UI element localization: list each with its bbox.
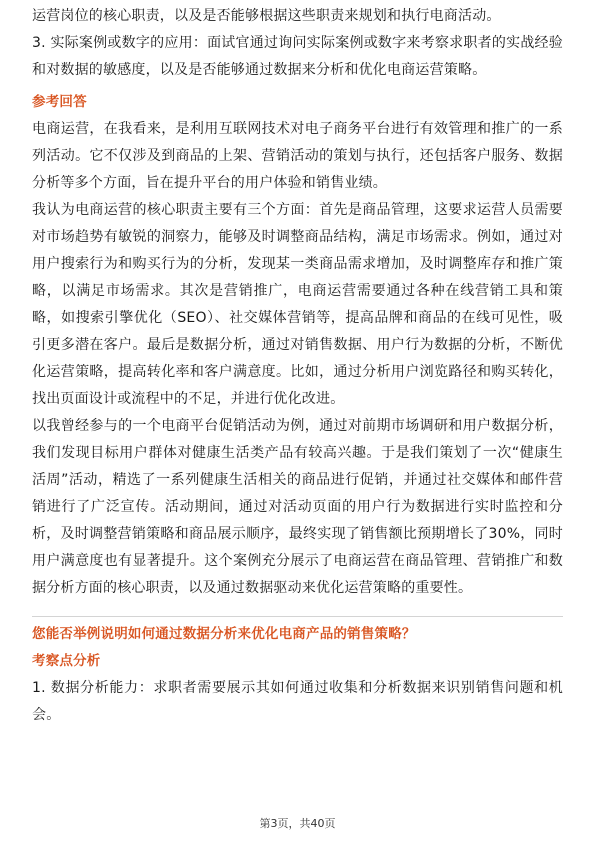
analysis-point-1: 1. 数据分析能力：求职者需要展示其如何通过收集和分析数据来识别销售问题和机会。 (32, 680, 563, 723)
answer-paragraph-3: 以我曾经参与的一个电商平台促销活动为例，通过对前期市场调研和用户数据分析，我们发现目标用户群体对健康生活类产品有较高兴趣。于是我们策划了一次“健康生活周”活动，精选了一系列健康生活相关的商品进行促销，并通过社交媒体和邮件营销进行了广泛宣传。活动期间，通过对活动页面的用户行为数据进行实时监控和分析，及时调整营销策略和商品展示顺序，最终实现了销售额比预期增长了30%，同时用户满意度也有显著提升。这个案例充分展示了电商运营在商品管理、营销推广和数据分析方面的核心职责，以及通过数据驱动来优化运营策略的重要性。 (32, 418, 563, 596)
answer-paragraph-1: 电商运营，在我看来，是利用互联网技术对电子商务平台进行有效管理和推广的一系列活动。它不仅涉及到商品的上架、营销活动的策划与执行，还包括客户服务、数据分析等多个方面，旨在提升平台的用户体验和销售业绩。 (32, 121, 563, 191)
section-divider (32, 616, 563, 617)
reference-answer-heading: 参考回答 (32, 94, 87, 110)
answer-paragraph-2: 我认为电商运营的核心职责主要有三个方面：首先是商品管理，这要求运营人员需要对市场趋势有敏锐的洞察力，能够及时调整商品结构，满足市场需求。例如，通过对用户搜索行为和购买行为的分析，发现某一类商品需求增加，及时调整库存和推广策略，以满足市场需求。其次是营销推广，电商运营需要通过各种在线营销工具和策略，如搜索引擎优化（SEO）、社交媒体营销等，提高品牌和商品的在线可见性，吸引更多潜在客户。最后是数据分析，通过对销售数据、用户行为数据的分析，不断优化运营策略，提高转化率和客户满意度。比如，通过分析用户浏览路径和购买转化，找出页面设计或流程中的不足，并进行优化改进。 (32, 202, 563, 407)
document-body (32, 0, 563, 729)
analysis-heading: 考察点分析 (32, 653, 101, 669)
intro-tail-text: 运营岗位的核心职责，以及是否能够根据这些职责来规划和执行电商活动。 (32, 8, 501, 24)
question-heading: 您能否举例说明如何通过数据分析来优化电商产品的销售策略？ (32, 626, 416, 642)
page-number: 第3页，共40页 (259, 817, 336, 830)
point-3-text: 3. 实际案例或数字的应用：面试官通过询问实际案例或数字来考察求职者的实战经验和对数据的敏感度，以及是否能够通过数据来分析和优化电商运营策略。 (32, 35, 563, 78)
